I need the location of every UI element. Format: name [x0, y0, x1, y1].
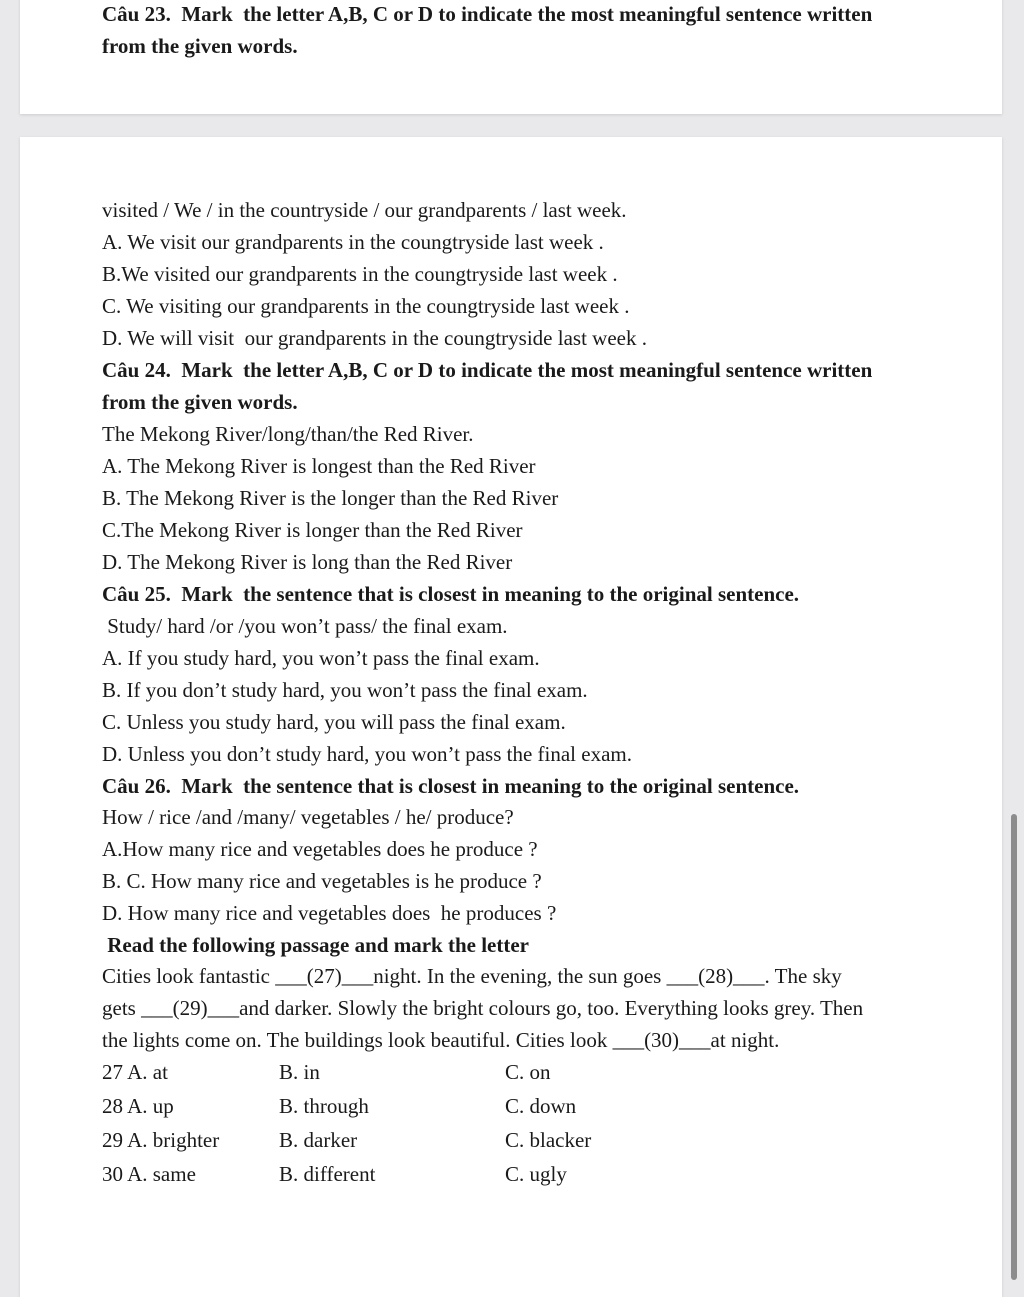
q24-option-b: B. The Mekong River is the longer than the Red River: [102, 486, 559, 510]
q25-header: Câu 25. Mark the sentence that is closest in meaning to the original sentence.: [102, 582, 800, 606]
answer-27-c: C. on: [505, 1060, 551, 1084]
q23-header-line-2: from the given words.: [102, 34, 298, 58]
q23-prompt: visited / We / in the countryside / our grandparents / last week.: [102, 198, 627, 222]
q26-prompt: How / rice /and /many/ vegetables / he/ produce?: [102, 805, 514, 829]
q24-header-line-1: Câu 24. Mark the letter A,B, C or D to indicate the most meaningful sentence written: [102, 358, 873, 382]
answer-27-b: B. in: [279, 1060, 320, 1084]
answer-27-a: 27 A. at: [102, 1060, 168, 1084]
q24-header-line-2: from the given words.: [102, 390, 298, 414]
q25-option-d: D. Unless you don’t study hard, you won’t pass the final exam.: [102, 742, 632, 766]
answer-29-a: 29 A. brighter: [102, 1128, 220, 1152]
answer-30-b: B. different: [279, 1162, 376, 1186]
answer-28-c: C. down: [505, 1094, 577, 1118]
q25-option-c: C. Unless you study hard, you will pass the final exam.: [102, 710, 566, 734]
q23-option-a: A. We visit our grandparents in the coungtryside last week .: [102, 230, 604, 254]
scrollbar[interactable]: [1011, 814, 1017, 1280]
q23-option-c: C. We visiting our grandparents in the coungtryside last week .: [102, 294, 630, 318]
answer-28-a: 28 A. up: [102, 1094, 174, 1118]
passage-line-2: gets ___(29)___and darker. Slowly the bright colours go, too. Everything looks grey. Then: [102, 996, 864, 1020]
q26-header: Câu 26. Mark the sentence that is closest in meaning to the original sentence.: [102, 774, 800, 798]
answer-28-b: B. through: [279, 1094, 369, 1118]
q25-option-b: B. If you don’t study hard, you won’t pass the final exam.: [102, 678, 588, 702]
q25-option-a: A. If you study hard, you won’t pass the final exam.: [102, 646, 540, 670]
q25-prompt: Study/ hard /or /you won’t pass/ the final exam.: [102, 614, 508, 638]
q24-prompt: The Mekong River/long/than/the Red River.: [102, 422, 474, 446]
answer-29-b: B. darker: [279, 1128, 358, 1152]
passage-line-3: the lights come on. The buildings look beautiful. Cities look ___(30)___at night.: [102, 1028, 780, 1052]
passage-header: Read the following passage and mark the letter: [102, 933, 529, 957]
q23-header-line-1: Câu 23. Mark the letter A,B, C or D to indicate the most meaningful sentence written: [102, 2, 873, 26]
passage-line-1: Cities look fantastic ___(27)___night. In the evening, the sun goes ___(28)___. The sky: [102, 964, 842, 988]
answer-30-c: C. ugly: [505, 1162, 567, 1186]
q24-option-a: A. The Mekong River is longest than the Red River: [102, 454, 536, 478]
q24-option-d: D. The Mekong River is long than the Red River: [102, 550, 513, 574]
answer-30-a: 30 A. same: [102, 1162, 196, 1186]
q23-option-b: B.We visited our grandparents in the coungtryside last week .: [102, 262, 618, 286]
q26-option-a: A.How many rice and vegetables does he produce ?: [102, 837, 538, 861]
q26-option-d: D. How many rice and vegetables does he produces ?: [102, 901, 557, 925]
q24-option-c: C.The Mekong River is longer than the Red River: [102, 518, 523, 542]
answer-29-c: C. blacker: [505, 1128, 592, 1152]
q26-option-bc: B. C. How many rice and vegetables is he produce ?: [102, 869, 542, 893]
q23-option-d: D. We will visit our grandparents in the coungtryside last week .: [102, 326, 647, 350]
